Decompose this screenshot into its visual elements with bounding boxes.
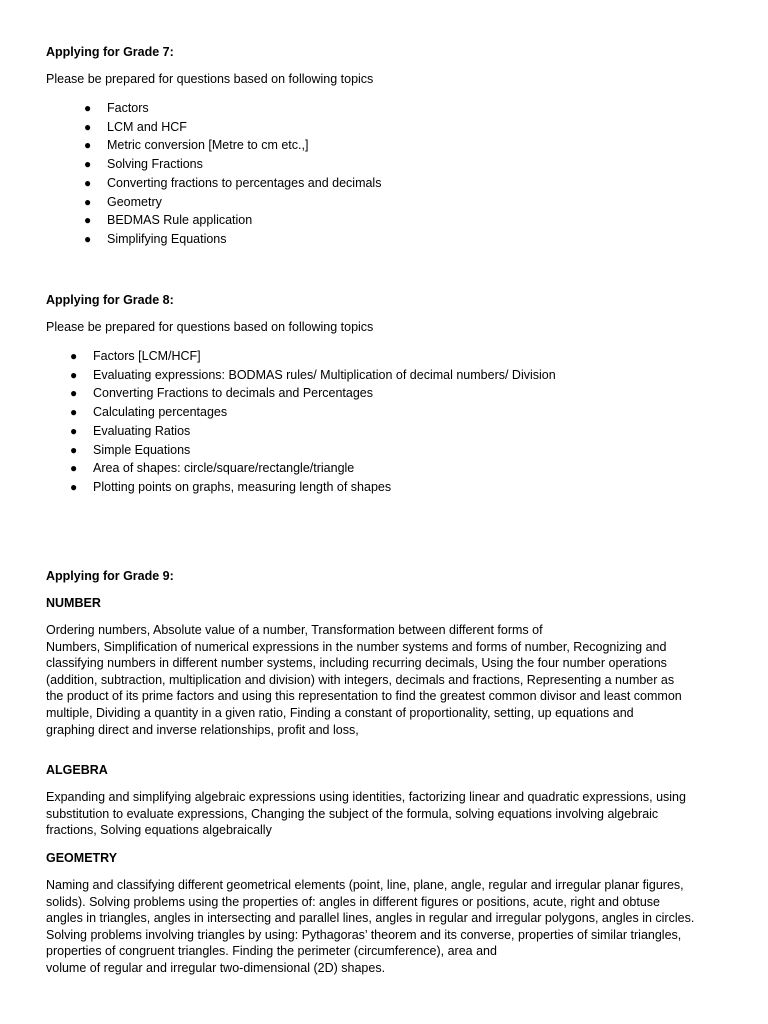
bullet-icon: ● <box>70 349 78 363</box>
bullet-icon: ● <box>84 157 92 172</box>
topic-text: Calculating percentages <box>93 405 228 420</box>
topic-item <box>46 366 726 385</box>
grade9-heading: Applying for Grade 9: <box>46 569 174 583</box>
paragraph-line: Naming and classifying different geometrical elements (point, line, plane, angle, regular and irregular planar figures, <box>46 877 684 892</box>
topic-text: Converting fractions to percentages and decimals <box>107 175 382 190</box>
bullet-icon: ● <box>70 405 78 420</box>
topic-item <box>46 441 726 460</box>
bullet-icon: ● <box>84 231 92 246</box>
topic-text: Geometry <box>107 194 162 209</box>
bullet-icon: ● <box>84 101 92 115</box>
topic-item <box>46 99 726 118</box>
bullet-icon: ● <box>70 367 78 382</box>
bullet-icon: ● <box>84 194 92 209</box>
topic-text: Plotting points on graphs, measuring length of shapes <box>93 479 392 494</box>
paragraph-line: graphing direct and inverse relationships, profit and loss, <box>46 722 359 737</box>
grade8-intro: Please be prepared for questions based on following topics <box>46 320 374 334</box>
paragraph-line: Solving problems involving triangles by using: Pythagoras’ theorem and its converse, properties of similar triangles, <box>46 927 682 942</box>
topic-item <box>46 347 726 366</box>
paragraph-line: (addition, subtraction, multiplication and division) with integers, decimals and fractions, Representing a number as <box>46 672 675 687</box>
topic-item <box>46 230 726 249</box>
geometry-title: GEOMETRY <box>46 850 118 865</box>
topic-text: Area of shapes: circle/square/rectangle/triangle <box>93 461 355 476</box>
grade8-heading: Applying for Grade 8: <box>46 293 174 307</box>
topic-item <box>46 118 726 137</box>
algebra-paragraph <box>46 789 726 839</box>
bullet-icon: ● <box>84 175 92 190</box>
paragraph-line: the product of its prime factors and using this representation to find the greatest common divisor and least common <box>46 689 682 704</box>
grade9-section <box>46 568 726 977</box>
paragraph-line: angles in triangles, angles in intersecting and parallel lines, angles in regular and irregular polygons, angles in circles. <box>46 911 695 926</box>
paragraph-line: Expanding and simplifying algebraic expressions using identities, factorizing linear and quadratic expressions, using <box>46 790 686 805</box>
geometry-paragraph <box>46 877 726 977</box>
paragraph-line: volume of regular and irregular two-dimensional (2D) shapes. <box>46 960 386 975</box>
topic-text: Factors <box>107 101 149 115</box>
grade8-topic-list <box>46 347 726 497</box>
number-paragraph <box>46 622 726 738</box>
grade7-heading: Applying for Grade 7: <box>46 45 174 59</box>
topic-text: Evaluating Ratios <box>93 423 191 438</box>
topic-item <box>46 422 726 441</box>
paragraph-line: Numbers, Simplification of numerical expressions in the number systems and forms of number, Recognizing and <box>46 639 667 654</box>
topic-item <box>46 459 726 478</box>
topic-item <box>46 155 726 174</box>
paragraph-line: multiple, Dividing a quantity in a given ratio, Finding a constant of proportionality, setting, up equations and <box>46 705 634 720</box>
topic-item <box>46 193 726 212</box>
paragraph-line: properties of congruent triangles. Finding the perimeter (circumference), area and <box>46 944 497 959</box>
grade7-section <box>46 44 726 249</box>
paragraph-line: fractions, Solving equations algebraically <box>46 823 272 838</box>
bullet-icon: ● <box>70 442 78 457</box>
paragraph-line: solids). Solving problems using the properties of: angles in different figures or positions, acute, right and obtuse <box>46 894 661 909</box>
topic-text: Factors [LCM/HCF] <box>93 349 201 363</box>
algebra-title: ALGEBRA <box>46 763 108 778</box>
topic-item <box>46 403 726 422</box>
topic-text: Solving Fractions <box>107 157 203 172</box>
topic-text: LCM and HCF <box>107 119 187 134</box>
topic-item <box>46 174 726 193</box>
bullet-icon: ● <box>70 423 78 438</box>
paragraph-line: classifying numbers in different number systems, including recurring decimals, Using the four number operations <box>46 656 667 671</box>
topic-text: Metric conversion [Metre to cm etc.,] <box>107 138 309 153</box>
topic-text: BEDMAS Rule application <box>107 213 253 228</box>
bullet-icon: ● <box>70 386 78 401</box>
topic-item <box>46 478 726 497</box>
topic-item <box>46 384 726 403</box>
bullet-icon: ● <box>84 119 92 134</box>
topic-text: Simplifying Equations <box>107 231 227 246</box>
bullet-icon: ● <box>84 138 92 153</box>
topic-text: Converting Fractions to decimals and Percentages <box>93 386 374 401</box>
topic-text: Simple Equations <box>93 442 191 457</box>
paragraph-line: substitution to evaluate expressions, Changing the subject of the formula, solving equations involving algebraic <box>46 806 659 821</box>
number-title: NUMBER <box>46 596 101 610</box>
topic-item <box>46 211 726 230</box>
grade7-topic-list <box>46 99 726 249</box>
topic-item <box>46 136 726 155</box>
grade7-intro: Please be prepared for questions based on following topics <box>46 72 374 86</box>
bullet-icon: ● <box>70 479 78 494</box>
bullet-icon: ● <box>84 213 92 228</box>
topic-text: Evaluating expressions: BODMAS rules/ Multiplication of decimal numbers/ Division <box>93 367 556 382</box>
grade8-section <box>46 292 726 497</box>
bullet-icon: ● <box>70 461 78 476</box>
paragraph-line: Ordering numbers, Absolute value of a number, Transformation between different forms of <box>46 623 543 637</box>
